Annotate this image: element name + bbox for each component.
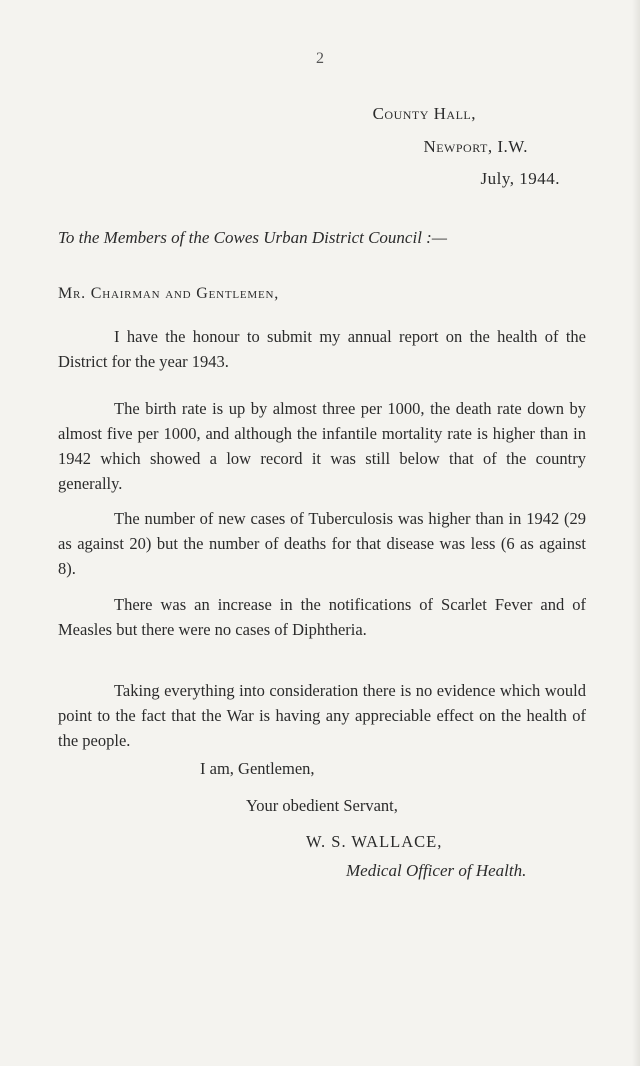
closing-line-servant: Your obedient Servant, (246, 796, 398, 815)
closing-line-gentlemen: I am, Gentlemen, (200, 759, 315, 778)
paragraph-tuberculosis: The number of new cases of Tuberculosis was higher than in 1942 (29 as against 20) but the number of deaths for that disease was less (6 as against 8). (58, 509, 586, 578)
paragraph-notifications: There was an increase in the notifications of Scarlet Fever and of Measles but there were no cases of Diphtheria. (58, 595, 586, 639)
letter-date: July, 1944. (480, 169, 560, 188)
address-line-newport: Newport, I.W. (423, 137, 528, 156)
paragraph-war-effect: Taking everything into consideration there is no evidence which would point to the fact that the War is having any appreciable effect on the health of the people. (58, 681, 586, 750)
signature-title: Medical Officer of Health. (346, 861, 527, 880)
page-edge-shadow (632, 0, 640, 1066)
salutation: Mr. Chairman and Gentlemen, (58, 285, 280, 302)
addressee-line: To the Members of the Cowes Urban District Council :— (58, 228, 447, 247)
page-number: 2 (316, 50, 324, 67)
paragraph-birth-death-rates: The birth rate is up by almost three per 1000, the death rate down by almost five per 1000, and although the infantile mortality rate is higher than in 1942 which showed a low record it was still below that of the country generally. (58, 399, 586, 493)
paragraph-report-intro: I have the honour to submit my annual report on the health of the District for the year 1943. (58, 327, 586, 371)
address-line-county-hall: County Hall, (372, 104, 476, 123)
signature-name: W. S. WALLACE, (306, 832, 443, 851)
